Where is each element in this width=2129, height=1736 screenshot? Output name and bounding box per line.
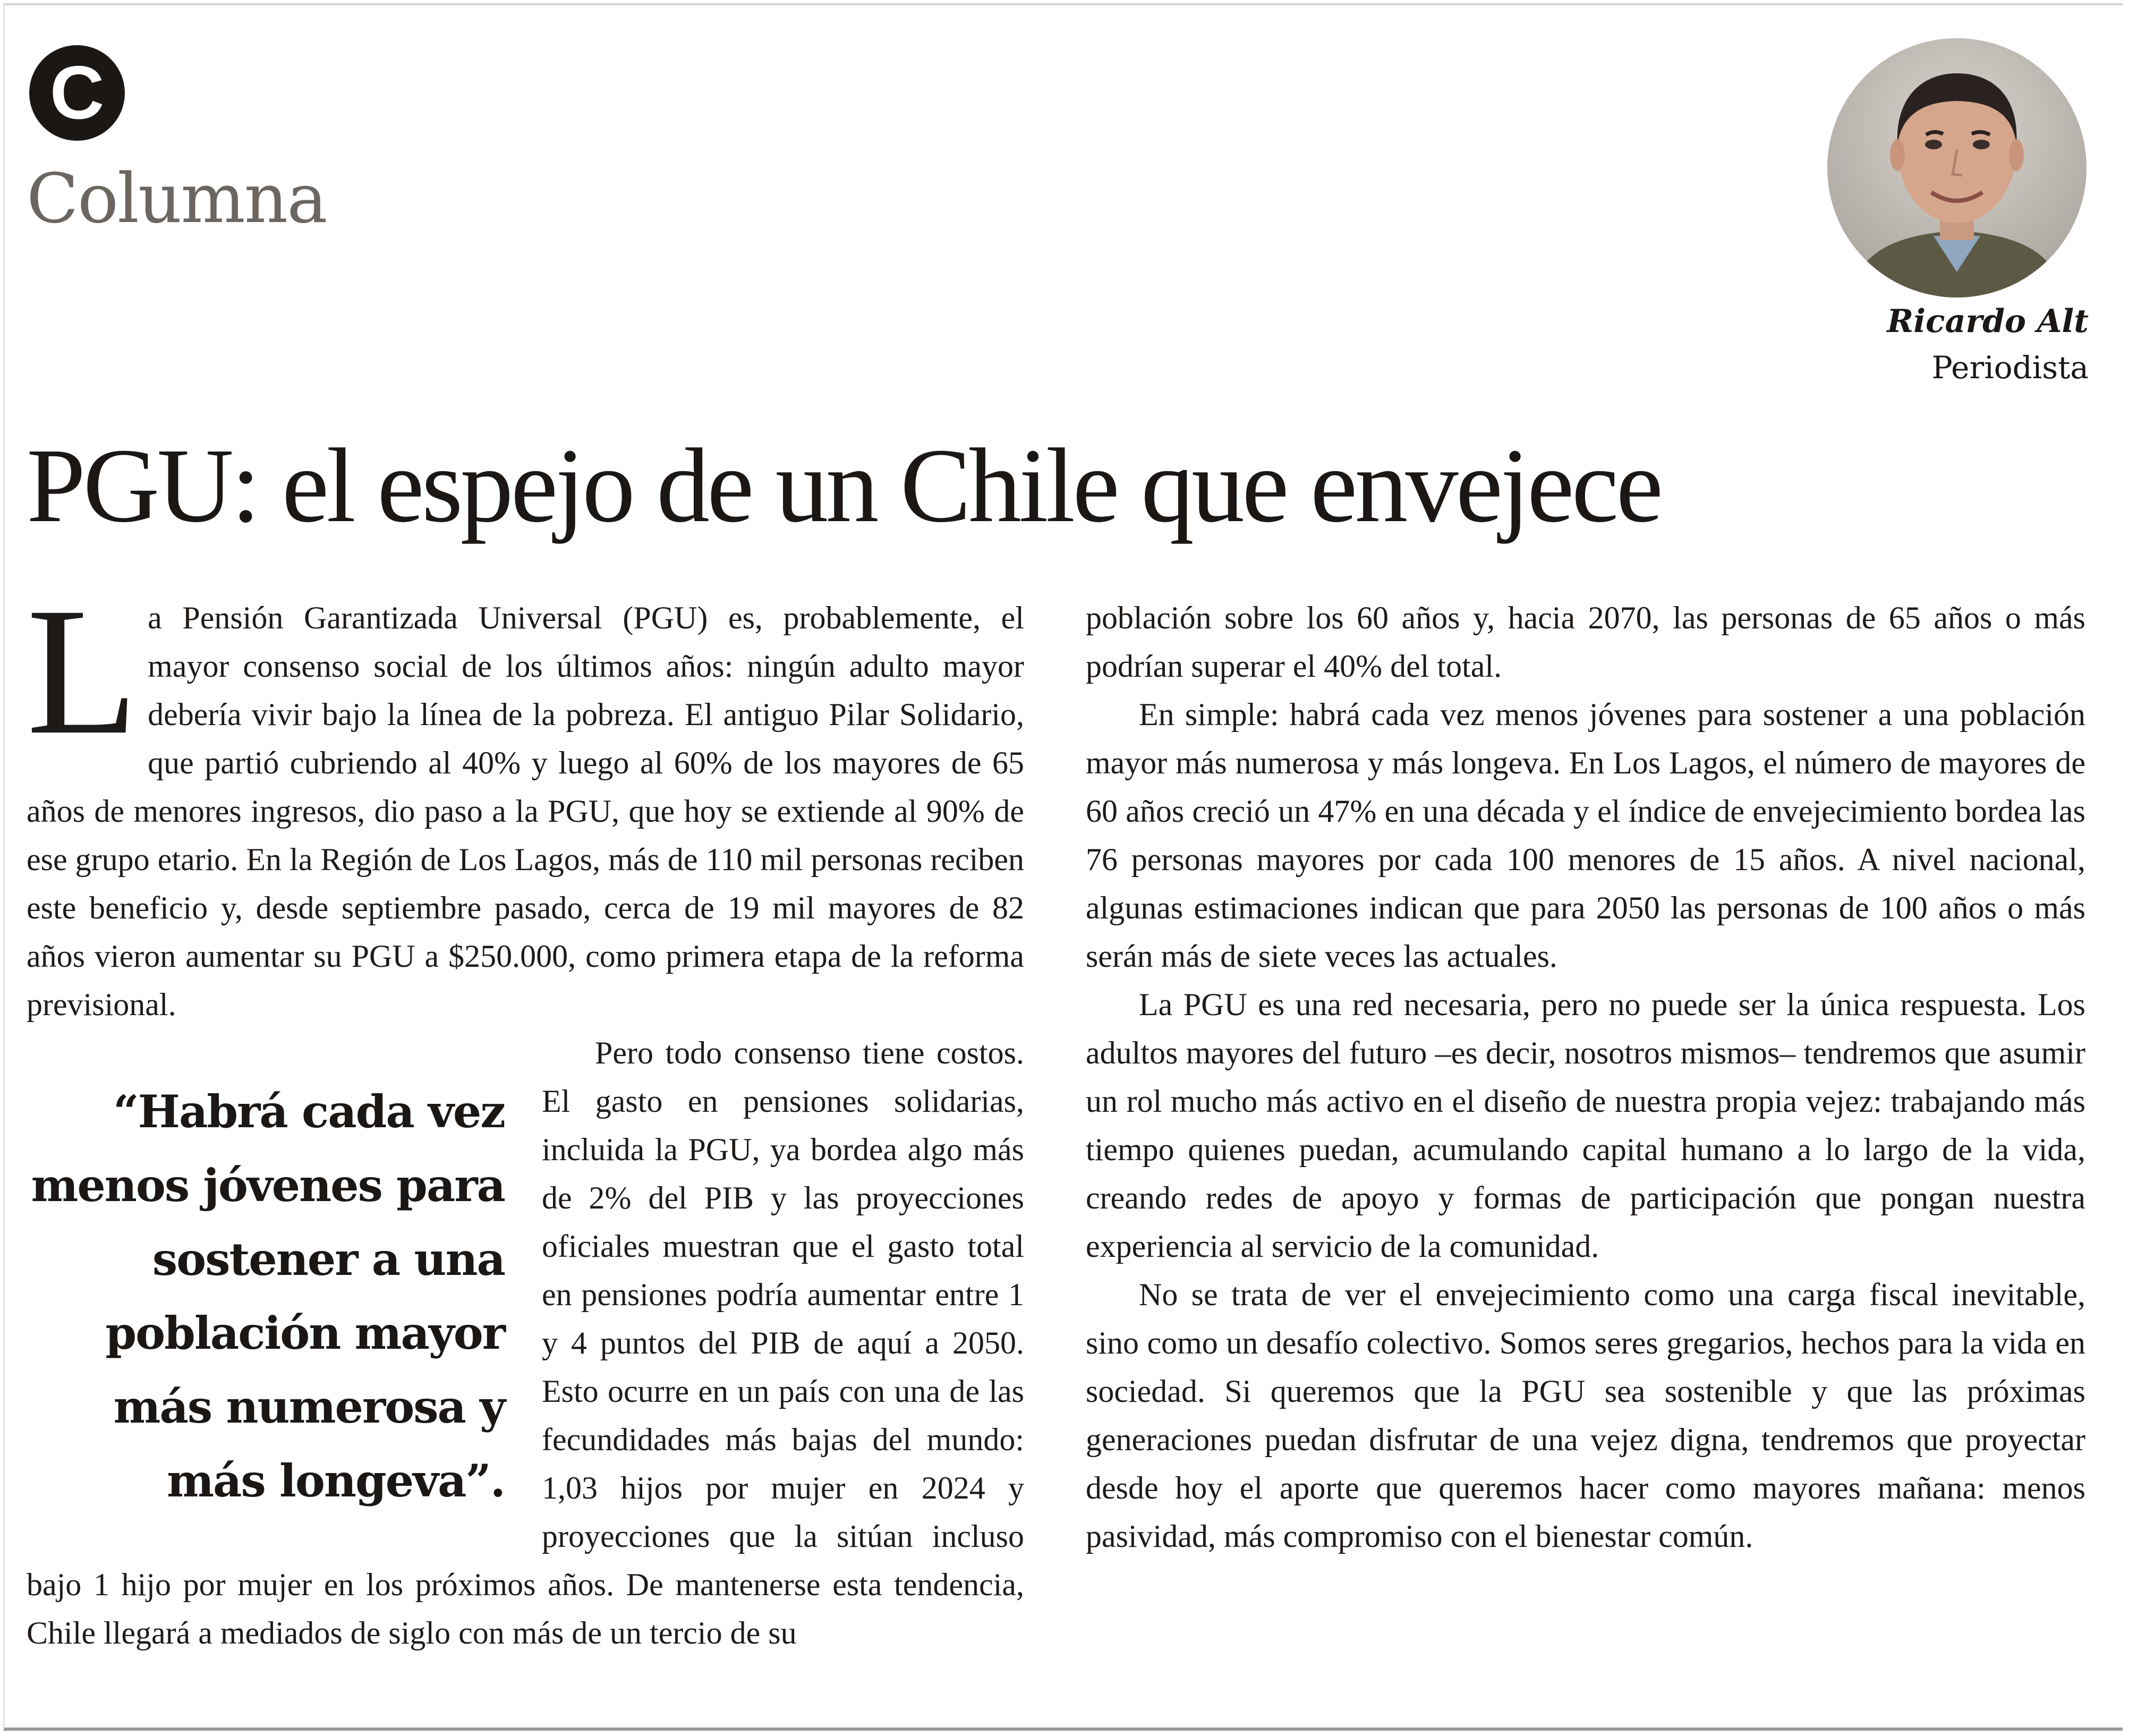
article-column-left	[27, 570, 1024, 1657]
drop-cap: L	[27, 570, 139, 772]
pull-quote: “Habrá cada vez menos jóvenes para sostener a una población mayor más numerosa y más longeva”.	[31, 1085, 505, 1507]
paragraph-3: En simple: habrá cada vez menos jóvenes para sostener a una población mayor más numerosa y más longeva. En Los Lagos, el número de mayores de 60 años creció un 47% en una década y el índice de envejecimiento bordea las 76 personas mayores por cada 100 menores de 15 años. A nivel nacional, algunas estimaciones indican que para 2050 las personas de 100 años o más serán más de siete veces las actuales.	[1086, 697, 2085, 974]
author-role: Periodista	[1931, 350, 2089, 386]
column-badge-letter: C	[49, 50, 105, 135]
paragraph-2: Pero todo consenso tiene costos. El gasto en pensiones solidarias, incluida la PGU, ya bordea algo más de 2% del PIB y las proyecciones oficiales muestran que el gasto total en pensiones podría aumentar entre 1 y 4 puntos del PIB de aquí a 2050. Esto ocurre en un país con una de las fecundidades más bajas del mundo: 1,03 hijos por mujer en 2024 y proyecciones que la sitúan incluso bajo 1 hijo por mujer en los próximos años. De mantenerse esta tendencia, Chile llegará a mediados de siglo con más de un tercio de su	[27, 1035, 1024, 1650]
paragraph-5: No se trata de ver el envejecimiento como una carga fiscal inevitable, sino como un desafío colectivo. Somos seres gregarios, hechos para la vida en sociedad. Si queremos que la PGU sea sostenible y que las próximas generaciones puedan disfrutar de una vejez digna, tendremos que proyectar desde hoy el aporte que queremos hacer como mayores mañana: menos pasividad, más compromiso con el bienestar común.	[1086, 1277, 2085, 1554]
author-photo	[1827, 38, 2087, 297]
author-name: Ricardo Alt	[1887, 303, 2089, 340]
paragraph-1-text: a Pensión Garantizada Universal (PGU) es, probablemente, el mayor consenso social de los últimos años: ningún adulto mayor debería vivir bajo la línea de la pobreza. El antiguo Pilar Solidario, que partió cubriendo al 40% y luego al 60% de los mayores de 65 años de menores ingresos, dio paso a la PGU, que hoy se extiende al 90% de ese grupo etario. En la Región de Los Lagos, más de 110 mil personas reciben este beneficio y, desde septiembre pasado, cerca de 19 mil mayores de 82 años vieron aumentar su PGU a $250.000, como primera etapa de la reforma previsional.	[27, 600, 1024, 1022]
section-label: Columna	[27, 159, 327, 239]
paragraph-2-continued: población sobre los 60 años y, hacia 2070, las personas de 65 años o más podrían superar el 40% del total.	[1086, 600, 2085, 684]
paragraph-4: La PGU es una red necesaria, pero no puede ser la única respuesta. Los adultos mayores del futuro –es decir, nosotros mismos– tendremos que asumir un rol mucho más activo en el diseño de nuestra propia vejez: trabajando más tiempo quienes puedan, acumulando capital humano a lo largo de la vida, creando redes de apoyo y formas de participación que pongan nuestra experiencia al servicio de la comunidad.	[1086, 987, 2085, 1264]
column-badge	[29, 45, 125, 141]
headline: PGU: el espejo de un Chile que envejece	[27, 427, 1661, 544]
article-column-right	[1086, 594, 2085, 1561]
author-portrait-icon	[1827, 38, 2087, 297]
paragraph-1	[27, 570, 1024, 1029]
